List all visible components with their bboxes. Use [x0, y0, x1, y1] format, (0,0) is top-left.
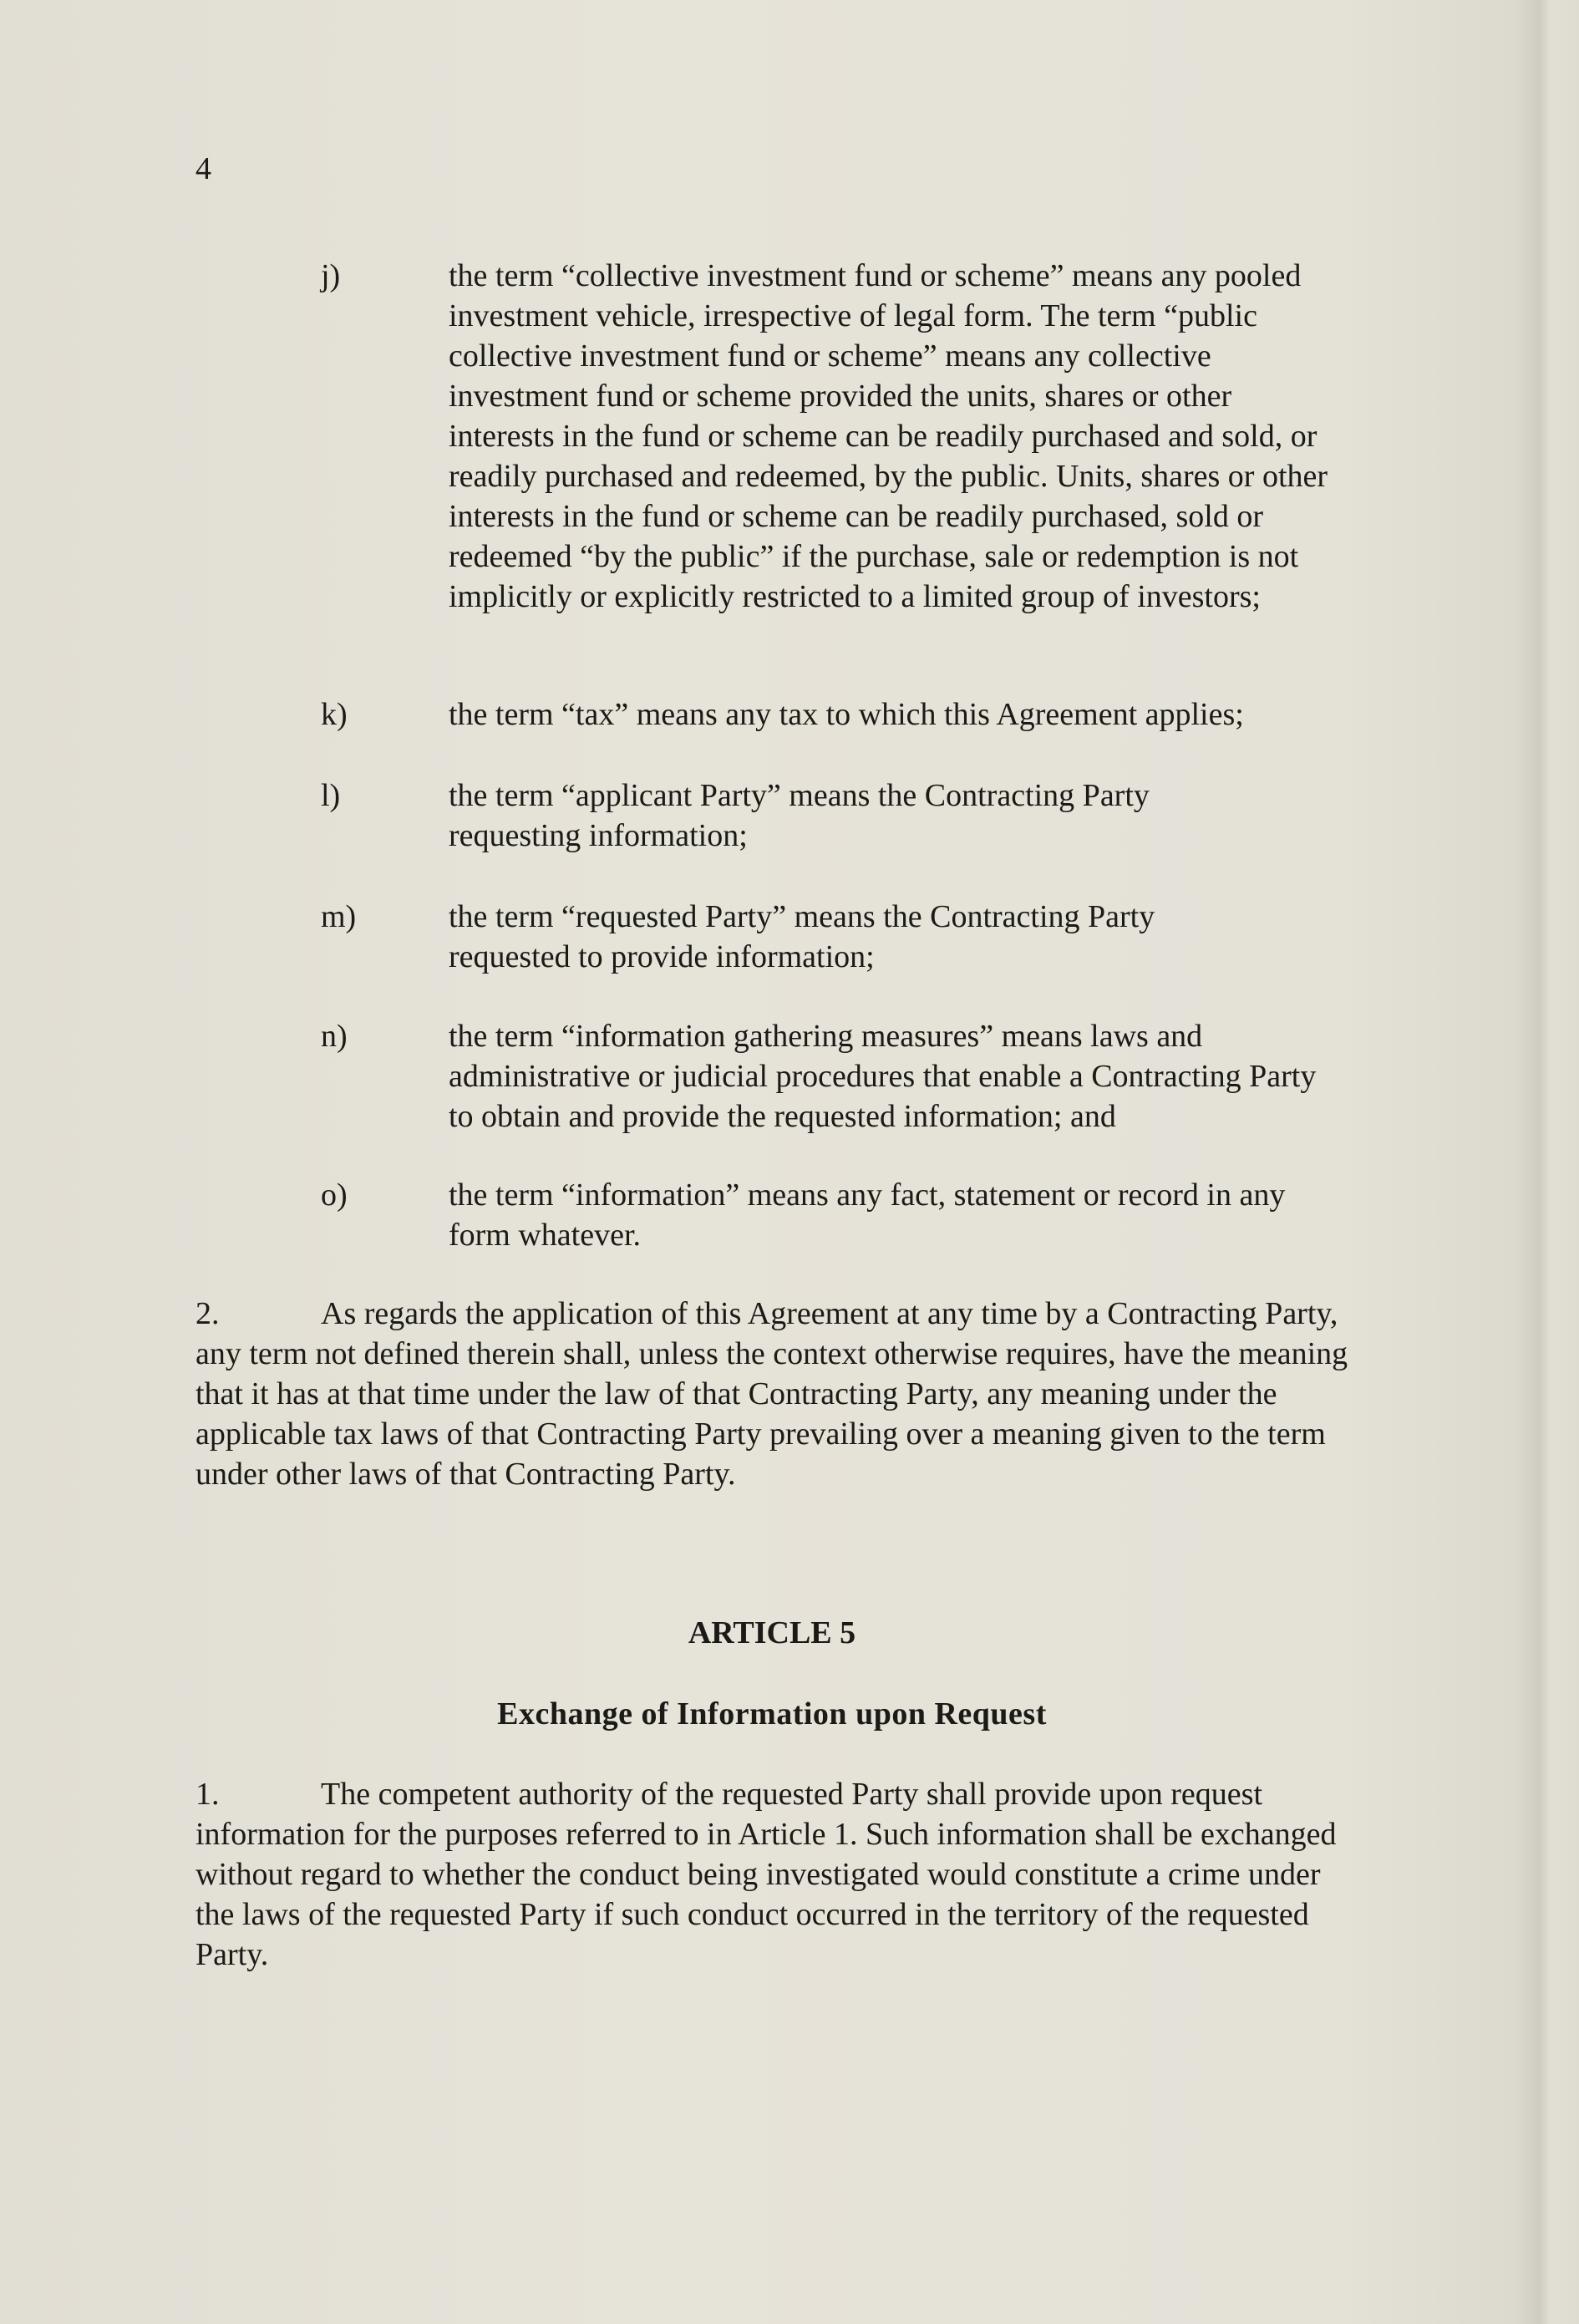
paragraph-number: 2.	[195, 1296, 220, 1331]
page-number: 4	[195, 151, 211, 186]
article-5-paragraph-1	[195, 1774, 1348, 1975]
definition-text: the term “collective investment fund or scheme” means any pooled investment vehicle, irrespective of legal form. The term “public collective investment fund or scheme” means any collective investment fund or scheme provided the units, shares or other interests in the fund or scheme can be readily purchased and sold, or readily purchased and redeemed, by the public. Units, shares or other interests in the fund or scheme can be readily purchased, sold or redeemed “by the public” if the purchase, sale or redemption is not implicitly or explicitly restricted to a limited group of investors;	[449, 258, 1328, 614]
paragraph-2	[195, 1294, 1348, 1494]
definition-text: the term “tax” means any tax to which this Agreement applies;	[449, 697, 1244, 732]
definition-text: the term “requested Party” means the Contracting Party requested to provide information;	[449, 899, 1155, 974]
definition-label: k)	[321, 697, 348, 732]
paragraph-number: 1.	[195, 1777, 220, 1812]
paragraph-text: As regards the application of this Agreement at any time by a Contracting Party, any term not defined therein shall, unless the context otherwise requires, have the meaning that it has at that time under the law of that Contracting Party, any meaning under the applicable tax laws of that Contracting Party prevailing over a meaning given to the term under other laws of that Contracting Party.	[195, 1296, 1348, 1492]
definition-label: n)	[321, 1019, 348, 1054]
paragraph-text: The competent authority of the requested Party shall provide upon request information for the purposes referred to in Article 1. Such information shall be exchanged without regard to whether the conduct being investigated would constitute a crime under the laws of the requested Party if such conduct occurred in the territory of the requested Party.	[195, 1777, 1337, 1972]
article-title: ARTICLE 5	[688, 1615, 856, 1650]
article-subtitle: Exchange of Information upon Request	[497, 1696, 1047, 1732]
definition-label: l)	[321, 778, 341, 813]
definition-label: o)	[321, 1177, 348, 1213]
definition-text: the term “information” means any fact, statement or record in any form whatever.	[449, 1177, 1286, 1253]
definition-text: the term “information gathering measures” means laws and administrative or judicial procedures that enable a Contracting Party to obtain and provide the requested information; and	[449, 1019, 1317, 1134]
definition-text: the term “applicant Party” means the Contracting Party requesting information;	[449, 778, 1150, 853]
definition-label: m)	[321, 899, 357, 934]
definition-label: j)	[321, 258, 341, 293]
